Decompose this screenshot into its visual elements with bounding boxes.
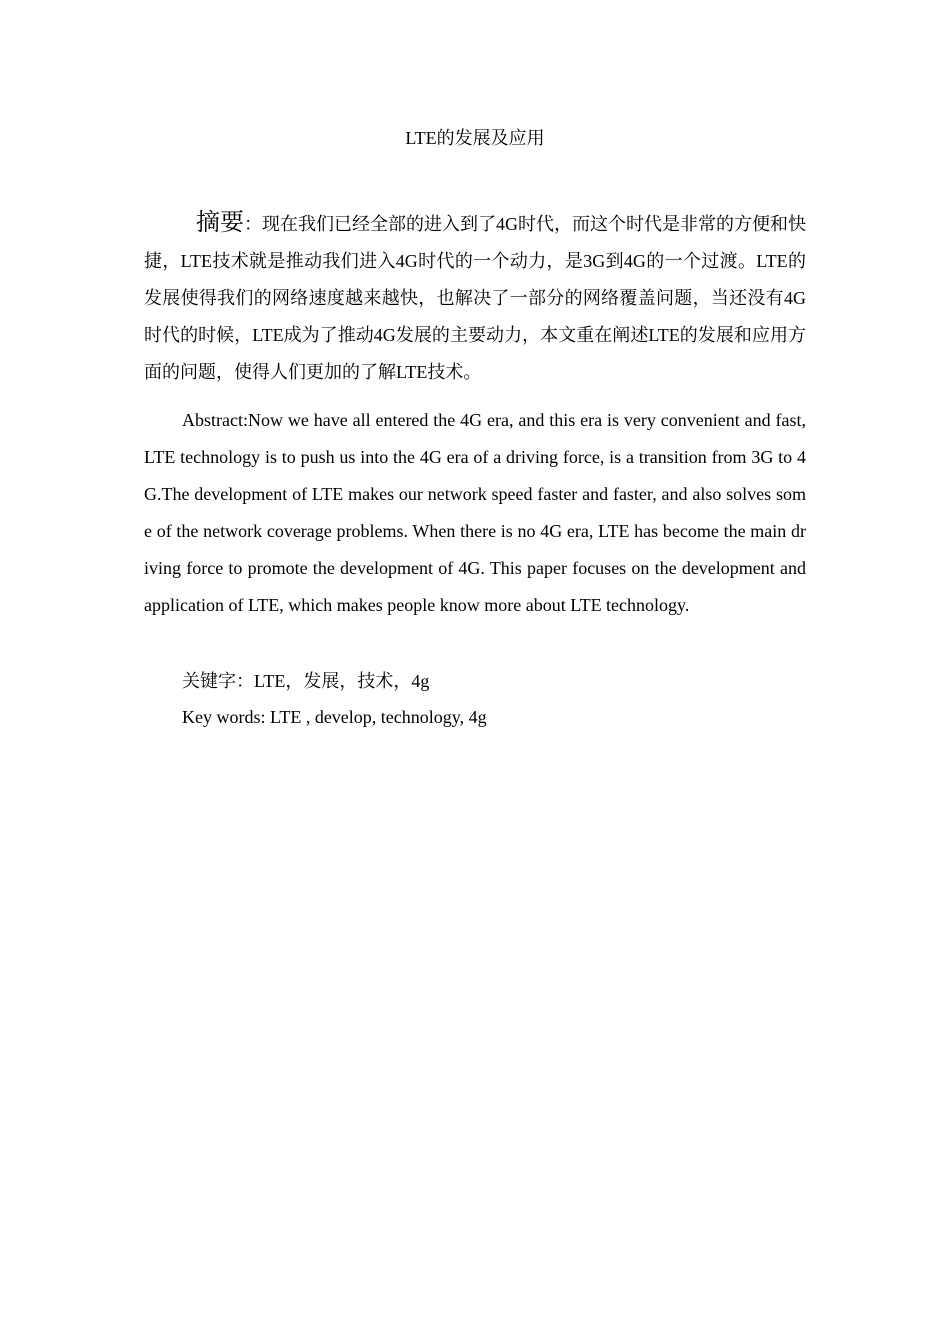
keywords-english: Key words: LTE , develop, technology, 4g <box>182 707 487 727</box>
abstract-english: Abstract:Now we have all entered the 4G era, and this era is very convenient and fast, LTE technology is to push us into the 4G era of a driving force, is a transition from 3G to 4G.The development of LTE makes our network speed faster and faster, and also solves some of the network coverage problems. When there is no 4G era, LTE has become the main driving force to promote the development of 4G. This paper focuses on the development and application of LTE, which makes people know more about LTE technology. <box>144 410 806 615</box>
abstract-label: 摘要 <box>196 210 244 236</box>
document-title: LTE的发展及应用 <box>405 128 545 148</box>
keywords-chinese: 关键字：LTE，发展，技术，4g <box>182 671 430 691</box>
abstract-chinese-text: 现在我们已经全部的进入到了4G时代，而这个时代是非常的方便和快捷，LTE技术就是推动我们进入4G时代的一个动力，是3G到4G的一个过渡。LTE的发展使得我们的网络速度越来越快，也解决了一部分的网络覆盖问题，当还没有4G时代的时候，LTE成为了推动4G发展的主要动力，本文重在阐述LTE的发展和应用方面的问题，使得人们更加的了解LTE技术。 <box>144 214 806 382</box>
abstract-separator: ： <box>244 214 262 234</box>
abstract-chinese <box>144 205 806 391</box>
